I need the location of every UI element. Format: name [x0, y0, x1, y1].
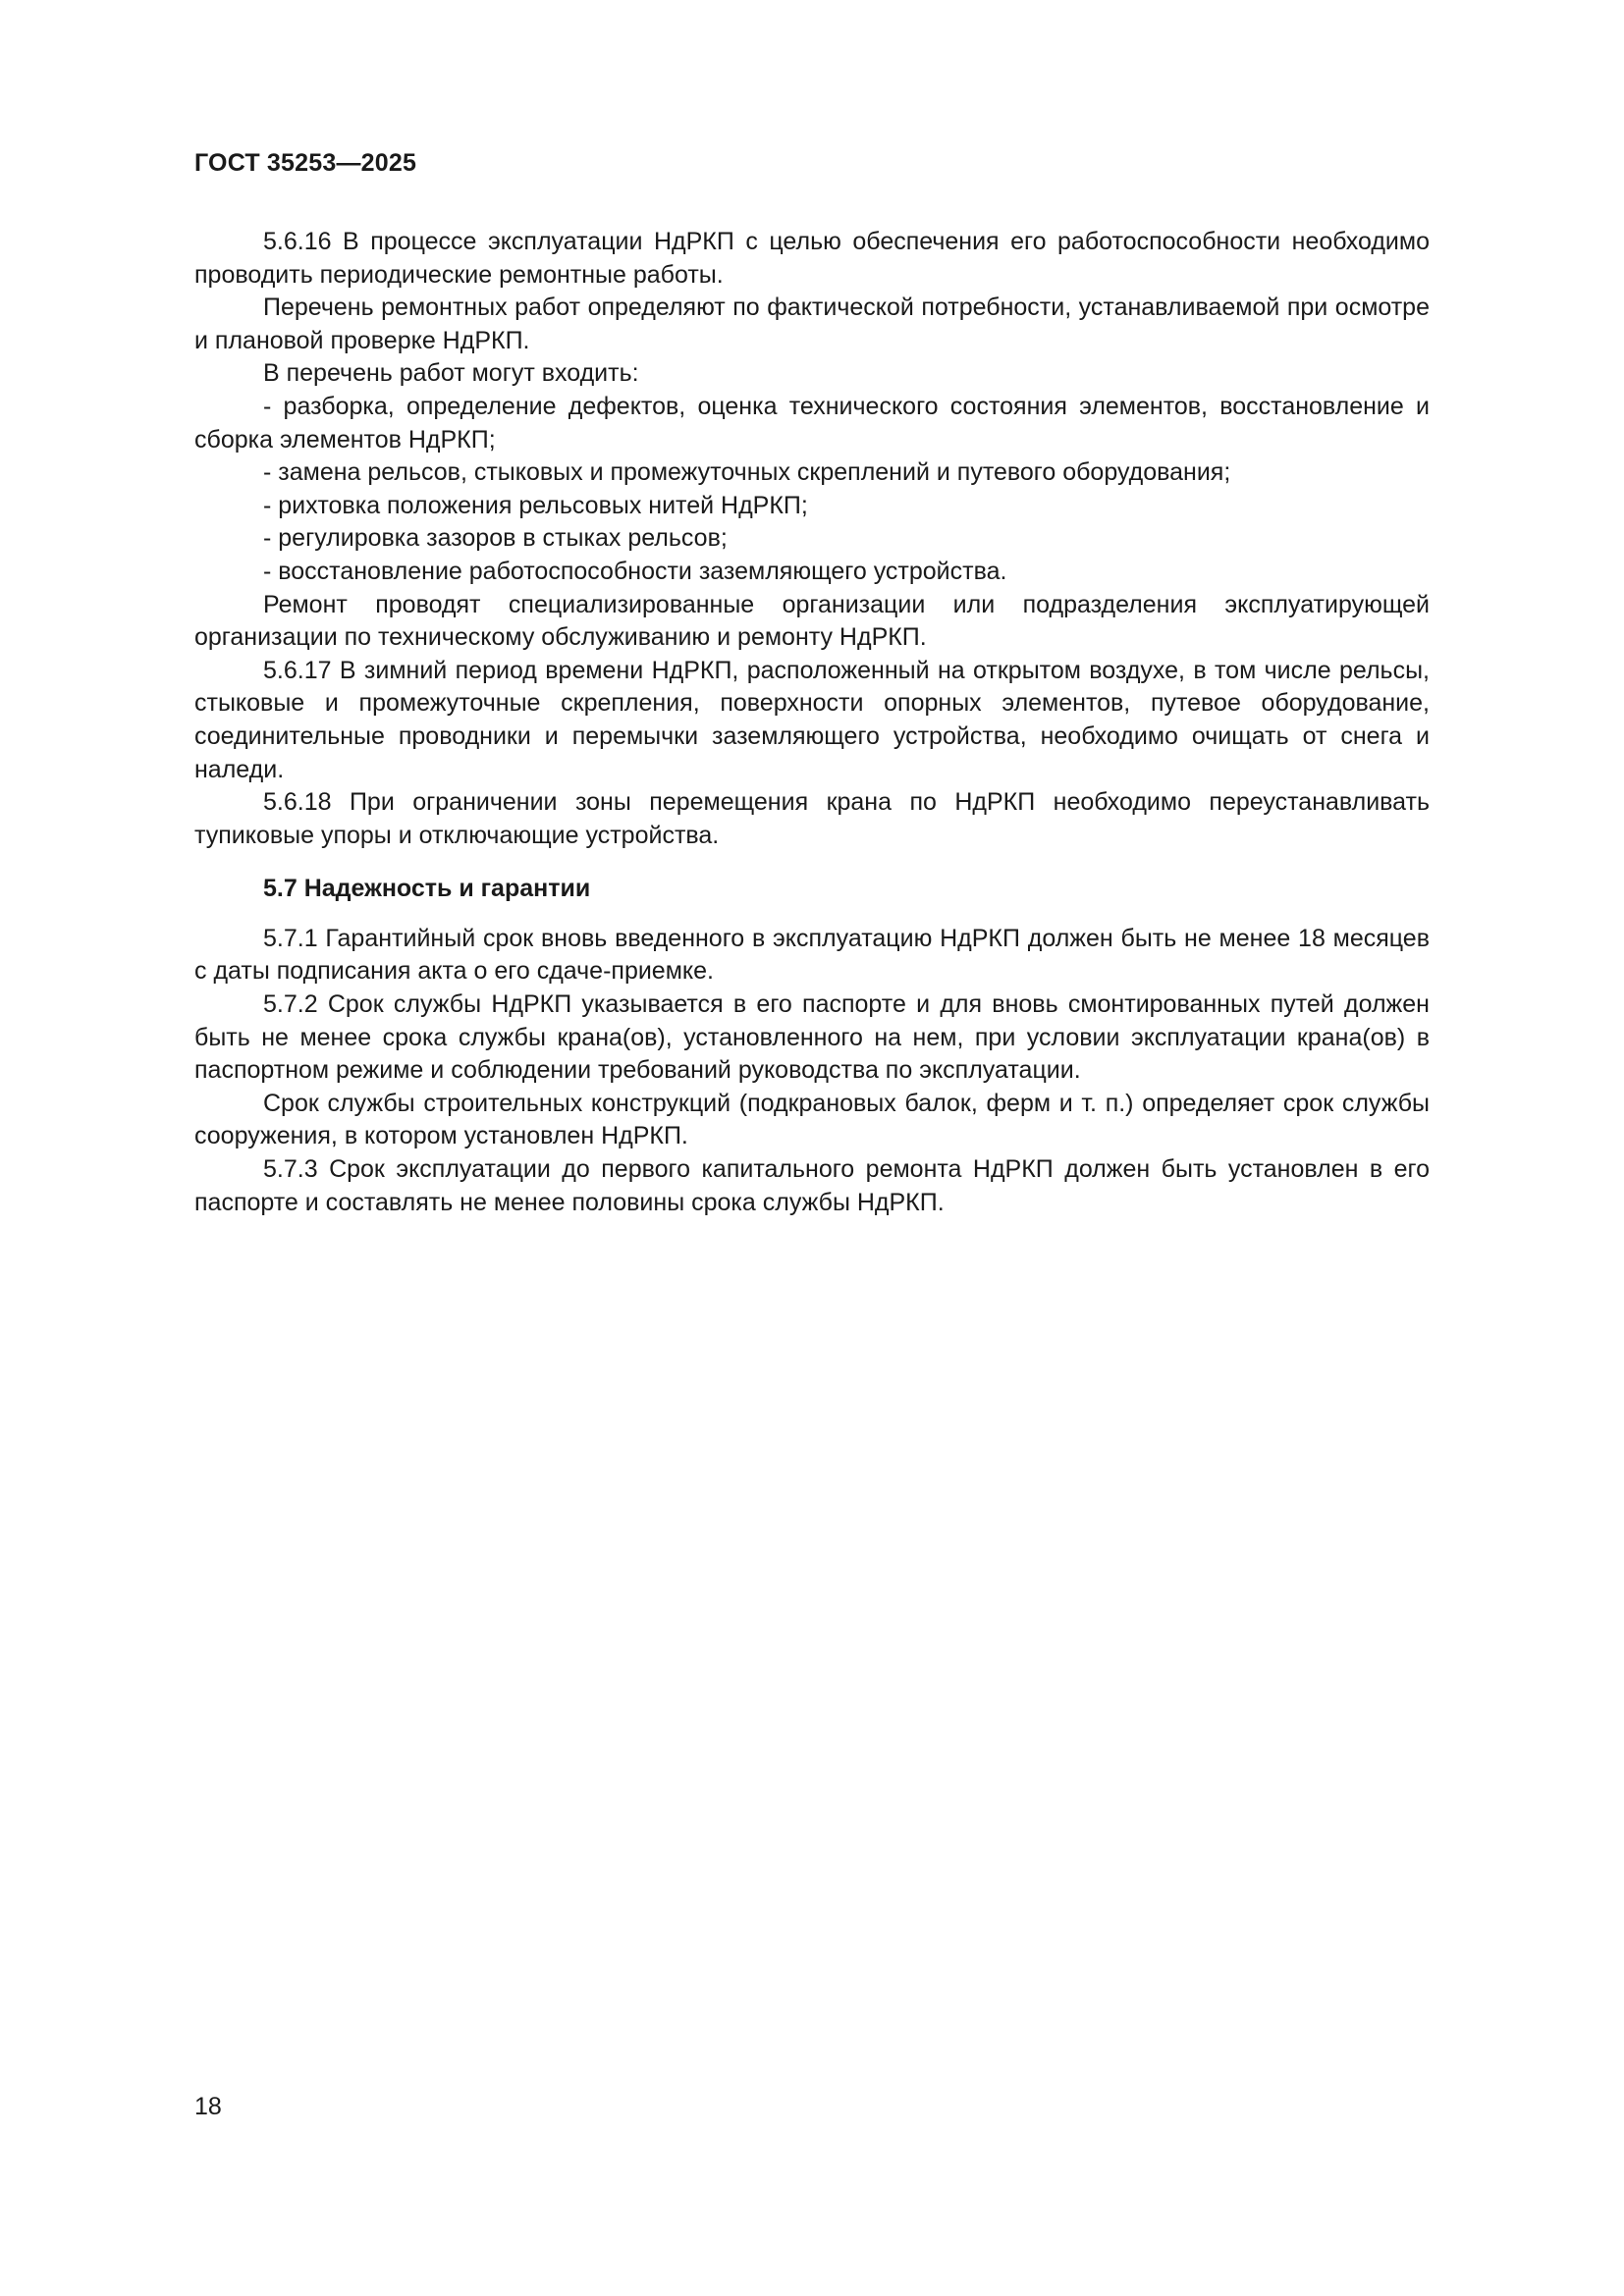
- list-item-gap-adjustment: - регулировка зазоров в стыках рельсов;: [263, 524, 728, 553]
- paragraph-repair-performed-by: Ремонт проводят специализированные организации или подразделения эксплуатирующей организации по техническому обслуживанию и ремонту НдРКП.: [194, 590, 1430, 652]
- page-body: [194, 226, 1430, 1219]
- paragraph-5-7-3: 5.7.3 Срок эксплуатации до первого капитального ремонта НдРКП должен быть установлен в его паспорте и составлять не менее половины срока службы НдРКП.: [194, 1155, 1430, 1216]
- document-code-header: ГОСТ 35253—2025: [194, 149, 417, 177]
- paragraph-service-life: Срок службы строительных конструкций (подкрановых балок, ферм и т. п.) определяет срок службы сооружения, в котором установлен НдРКП.: [194, 1089, 1430, 1150]
- section-title-5-7: 5.7 Надежность и гарантии: [263, 875, 591, 903]
- paragraph-5-6-18: 5.6.18 При ограничении зоны перемещения крана по НдРКП необходимо переустанавливать тупиковые упоры и отключающие устройства.: [194, 788, 1430, 849]
- paragraph-5-6-16: 5.6.16 В процессе эксплуатации НдРКП с целью обеспечения его работоспособности необходимо проводить периодические ремонтные работы.: [194, 228, 1430, 289]
- list-item-alignment: - рихтовка положения рельсовых нитей НдРКП;: [263, 491, 808, 519]
- paragraph-repair-list-intro: Перечень ремонтных работ определяют по фактической потребности, устанавливаемой при осмотре и плановой проверке НдРКП.: [194, 294, 1430, 354]
- paragraph-works-may-include: В перечень работ могут входить:: [263, 359, 639, 388]
- page-number: 18: [194, 2093, 222, 2120]
- paragraph-5-7-2: 5.7.2 Срок службы НдРКП указывается в его паспорте и для вновь смонтированных путей должен быть не менее срока службы крана(ов), установленного на нем, при условии эксплуатации крана(ов) в паспортном режиме и соблюдении требований руководства по эксплуатации.: [194, 990, 1430, 1085]
- paragraph-5-7-1: 5.7.1 Гарантийный срок вновь введенного в эксплуатацию НдРКП должен быть не менее 18 месяцев с даты подписания акта о его сдаче-приемке.: [194, 924, 1430, 986]
- list-item-disassembly: - разборка, определение дефектов, оценка технического состояния элементов, восстановление и сборка элементов НдРКП;: [194, 392, 1430, 454]
- list-item-rail-replacement: - замена рельсов, стыковых и промежуточных скреплений и путевого оборудования;: [263, 458, 1231, 487]
- paragraph-5-6-17: 5.6.17 В зимний период времени НдРКП, расположенный на открытом воздухе, в том числе рельсы, стыковые и промежуточные скрепления, поверхности опорных элементов, путевое оборудование, соединительные проводники и перемычки заземляющего устройства, необходимо очищать от снега и наледи.: [194, 656, 1430, 783]
- list-item-grounding-restoration: - восстановление работоспособности заземляющего устройства.: [263, 557, 1007, 585]
